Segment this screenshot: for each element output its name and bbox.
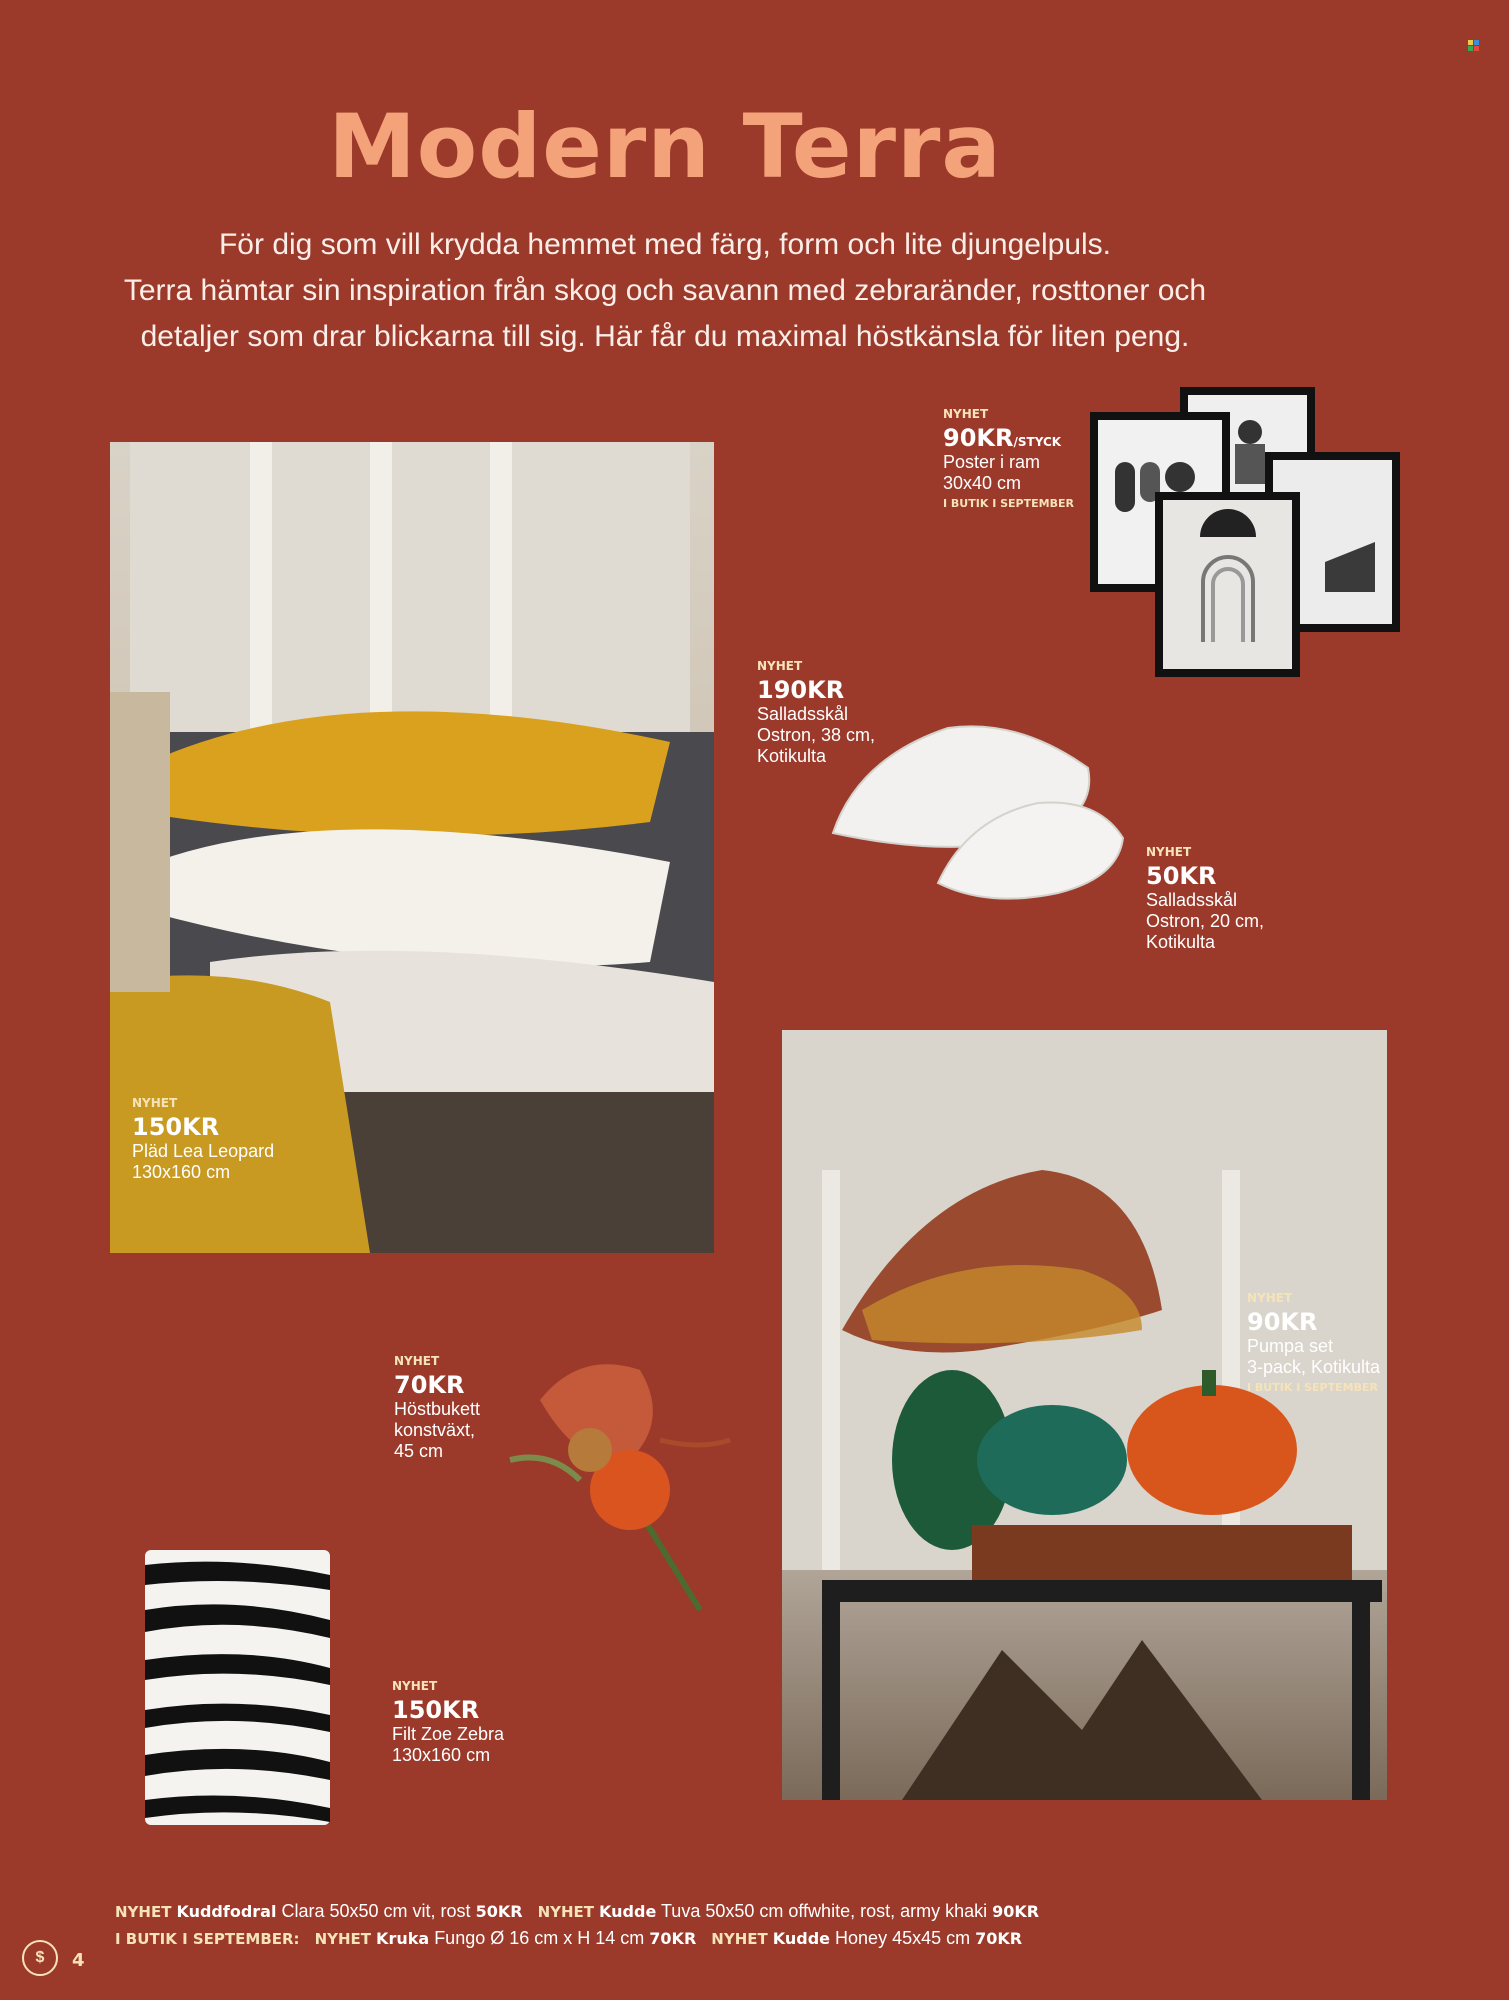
footer-item-3-tag: NYHET xyxy=(314,1930,372,1948)
salad-large-line-3: Kotikulta xyxy=(757,745,827,766)
poster-tag: NYHET xyxy=(943,407,989,421)
footer-item-4-desc: Honey 45x45 cm xyxy=(835,1928,971,1948)
footer-item-2-desc: Tuva 50x50 cm offwhite, rost, army khaki xyxy=(660,1901,988,1921)
poster-price-unit: /STYCK xyxy=(1013,434,1062,449)
intro-text xyxy=(90,222,1240,360)
footer-item-4-tag: NYHET xyxy=(711,1930,768,1948)
pillows-product xyxy=(132,1097,274,1183)
footer-offers xyxy=(115,1898,1415,1952)
footer-item-3-desc: Fungo Ø 16 cm x H 14 cm xyxy=(434,1928,645,1948)
footer-item-4-name: Kudde xyxy=(772,1929,831,1948)
bouquet-tag: NYHET xyxy=(394,1354,440,1368)
pumpkin-tag: NYHET xyxy=(1247,1291,1293,1305)
salad-large-tag: NYHET xyxy=(757,659,803,673)
salad-large-product xyxy=(757,660,875,766)
bouquet-line-2: konstväxt, xyxy=(394,1420,476,1441)
intro-line-2: Terra hämtar sin inspiration från skog och savann med zebraränder, rosttoner och xyxy=(123,274,1207,307)
poster-price-value: 90KR xyxy=(943,423,1014,452)
page-title: Modern Terra xyxy=(328,95,1002,198)
bouquet-line-1: Höstbukett xyxy=(394,1399,481,1420)
salad-small-tag: NYHET xyxy=(1146,845,1192,859)
poster-product xyxy=(943,408,1074,510)
poster-frames-image xyxy=(1085,382,1405,682)
bouquet-image xyxy=(500,1340,740,1620)
salad-small-line-2: Ostron, 20 cm, xyxy=(1146,911,1265,932)
zebra-line-2: 130x160 cm xyxy=(392,1745,491,1766)
page-number: 4 xyxy=(72,1950,85,1971)
bouquet-product xyxy=(394,1355,480,1461)
intro-line-3: detaljer som drar blickarna till sig. Här får du maximal höstkänsla för liten peng. xyxy=(140,320,1190,353)
footer-item-2-name: Kudde xyxy=(599,1902,657,1921)
footer-item-2-price: 90KR xyxy=(992,1902,1040,1921)
pumpkin-line-1: Pumpa set xyxy=(1247,1336,1334,1357)
salad-large-price: 190KR xyxy=(757,675,845,704)
pumpkin-note: I BUTIK I SEPTEMBER xyxy=(1247,1380,1378,1394)
bouquet-line-3: 45 cm xyxy=(394,1440,444,1461)
footer-item-1-name: Kuddfodral xyxy=(176,1902,277,1921)
color-dots-icon xyxy=(1468,40,1480,52)
zebra-line-1: Filt Zoe Zebra xyxy=(392,1724,505,1745)
footer-item-3-name: Kruka xyxy=(376,1929,430,1948)
vase-photo xyxy=(782,1030,1387,1800)
pillows-tag: NYHET xyxy=(132,1096,178,1110)
salad-small-product xyxy=(1146,846,1264,952)
footer-item-3-price: 70KR xyxy=(649,1929,697,1948)
footer-item-1-price: 50KR xyxy=(475,1902,523,1921)
poster-note: I BUTIK I SEPTEMBER xyxy=(943,496,1074,510)
pumpkin-line-2: 3-pack, Kotikulta xyxy=(1247,1357,1381,1378)
salad-small-price: 50KR xyxy=(1146,861,1217,890)
poster-line-1: Poster i ram xyxy=(943,452,1041,473)
footer-item-1-desc: Clara 50x50 cm vit, rost xyxy=(281,1901,471,1921)
footer-item-2-tag: NYHET xyxy=(537,1903,595,1921)
footer-item-1-tag: NYHET xyxy=(115,1903,172,1921)
bouquet-price: 70KR xyxy=(394,1370,465,1399)
zebra-blanket-image xyxy=(145,1550,330,1825)
pillows-line-2: 130x160 cm xyxy=(132,1162,231,1183)
footer-item-4-price: 70KR xyxy=(975,1929,1023,1948)
intro-line-1: För dig som vill krydda hemmet med färg, form och lite djungelpuls. xyxy=(218,228,1112,261)
pillows-photo xyxy=(110,442,714,1253)
footer-row-1 xyxy=(115,1898,1415,1925)
salad-small-line-1: Salladsskål xyxy=(1146,890,1238,911)
zebra-tag: NYHET xyxy=(392,1679,438,1693)
pumpkin-price: 90KR xyxy=(1247,1307,1318,1336)
poster-price xyxy=(943,425,1074,453)
footer-september-label: I BUTIK I SEPTEMBER: xyxy=(115,1930,300,1948)
pillows-price: 150KR xyxy=(132,1112,220,1141)
zebra-product xyxy=(392,1680,504,1766)
salad-small-line-3: Kotikulta xyxy=(1146,931,1216,952)
store-logo-icon: $ xyxy=(22,1940,58,1976)
zebra-price: 150KR xyxy=(392,1695,480,1724)
salad-large-line-2: Ostron, 38 cm, xyxy=(757,725,876,746)
poster-line-2: 30x40 cm xyxy=(943,473,1022,494)
pillows-line-1: Pläd Lea Leopard xyxy=(132,1141,275,1162)
salad-large-line-1: Salladsskål xyxy=(757,704,849,725)
footer-row-2 xyxy=(115,1925,1415,1952)
pumpkin-product xyxy=(1247,1292,1380,1394)
